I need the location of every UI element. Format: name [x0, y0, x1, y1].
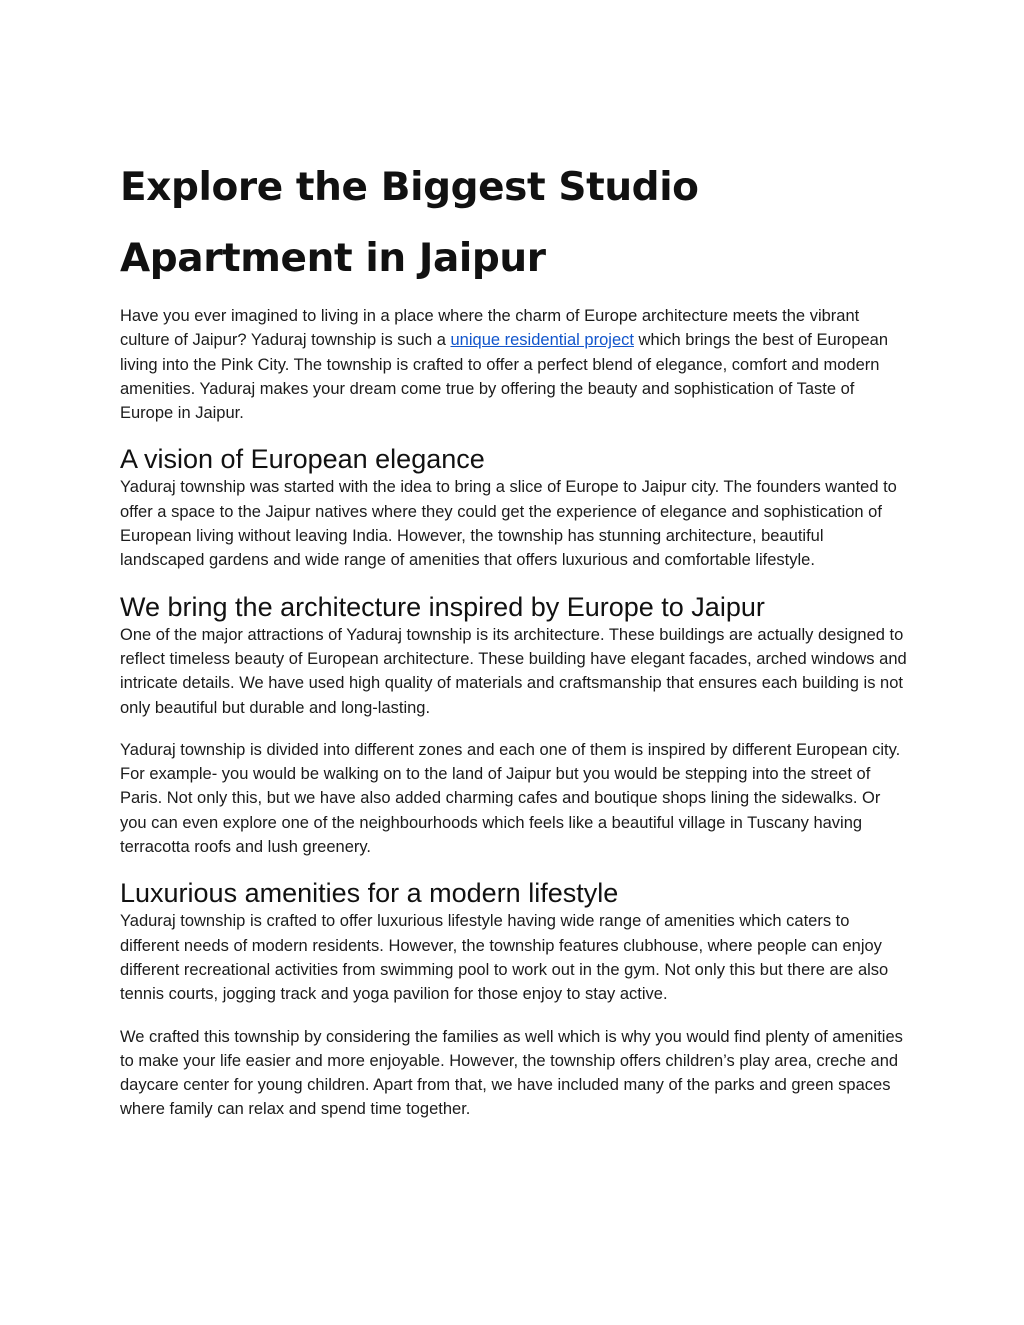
unique-residential-project-link[interactable]: unique residential project: [450, 331, 634, 350]
section-heading-architecture: We bring the architecture inspired by Europe to Jaipur: [120, 591, 765, 622]
intro-text-after-link: which brings the best of European living into the Pink City. The township is crafted to offer a perfect blend of elegance, comfort and modern amenities. Yaduraj makes your dream come true by offering the beauty and sophistication of Taste of Europe in Jaipur.: [120, 331, 889, 423]
section-architecture-paragraph-1: One of the major attractions of Yaduraj township is its architecture. These buildings are actually designed to reflect timeless beauty of European architecture. These building have elegant facades, arched windows and intricate details. We have used high quality of materials and craftsmanship that ensures each building is not only beautiful but durable and long-lasting.: [120, 625, 907, 717]
section-amenities-paragraph-2: We crafted this township by considering the families as well which is why you would find plenty of amenities to make your life easier and more enjoyable. However, the township offers children’s play area, creche and daycare center for young children. Apart from that, we have included many of the parks and green spaces where family can relax and spend time together.: [120, 1027, 903, 1119]
intro-text-before-link: Have you ever imagined to living in a place where the charm of Europe architecture meets the vibrant culture of Jaipur? Yaduraj township is such a: [120, 307, 860, 350]
document-page: [120, 152, 910, 1140]
section-heading-amenities: Luxurious amenities for a modern lifestyle: [120, 878, 619, 909]
section-architecture-paragraph-2: Yaduraj township is divided into different zones and each one of them is inspired by different European city. For example- you would be walking on to the land of Jaipur but you would be stepping into the street of Paris. Not only this, but we have also added charming cafes and boutique shops lining the sidewalks. Or you can even explore one of the neighbourhoods which feels like a beautiful village in Tuscany having terracotta roofs and lush greenery.: [120, 740, 901, 857]
page-title: Explore the Biggest Studio Apartment in Jaipur: [120, 165, 699, 281]
intro-paragraph: [120, 304, 910, 425]
section-amenities-paragraph-1: Yaduraj township is crafted to offer luxurious lifestyle having wide range of amenities which caters to different needs of modern residents. However, the township features clubhouse, where people can enjoy different recreational activities from swimming pool to work out in the gym. Not only this but there are also tennis courts, jogging track and yoga pavilion for those enjoy to stay active.: [120, 912, 889, 1004]
section-vision-paragraph-1: Yaduraj township was started with the idea to bring a slice of Europe to Jaipur city. The founders wanted to offer a space to the Jaipur natives where they could get the experience of elegance and sophistication of European living without leaving India. However, the township has stunning architecture, beautiful landscaped gardens and wide range of amenities that offers luxurious and comfortable lifestyle.: [120, 478, 897, 570]
section-heading-vision: A vision of European elegance: [120, 444, 485, 475]
